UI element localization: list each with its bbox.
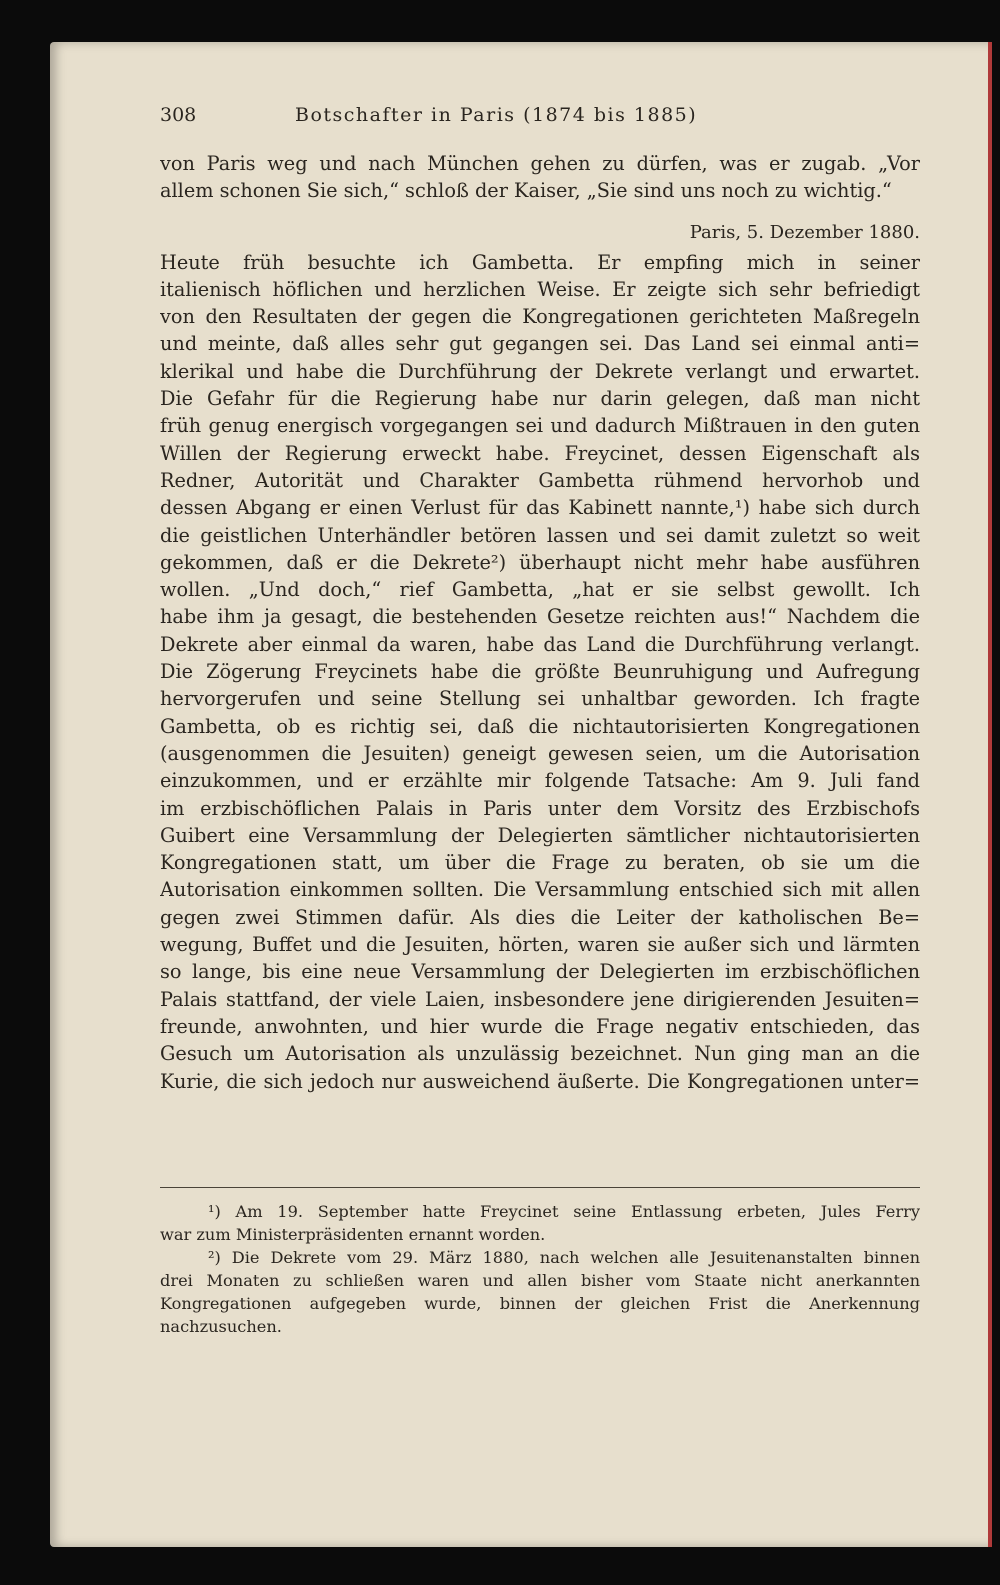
text-line: Palais stattfand, der viele Laien, insbesondere jene dirigierenden Jesuiten= xyxy=(160,987,920,1011)
footnote xyxy=(160,1246,920,1338)
text-line: Gesuch um Autorisation als unzulässig bezeichnet. Nun ging man an die xyxy=(160,1042,920,1066)
running-title: Botschafter in Paris (1874 bis 1885) xyxy=(295,104,698,126)
text-line: Autorisation einkommen sollten. Die Versammlung entschied sich mit allen xyxy=(160,878,920,902)
body-text xyxy=(160,150,920,1095)
text-line: und meinte, daß alles sehr gut gegangen sei. Das Land sei einmal anti= xyxy=(160,332,920,356)
text-line: Kongregationen statt, um über die Frage zu beraten, ob sie um die xyxy=(160,851,920,875)
text-line: einzukommen, und er erzählte mir folgende Tatsache: Am 9. Juli fand xyxy=(160,769,920,793)
footnote-line: ²) Die Dekrete vom 29. März 1880, nach welchen alle Jesuitenanstalten binnen xyxy=(208,1248,920,1267)
footnote-line: drei Monaten zu schließen waren und allen bisher vom Staate nicht anerkannten xyxy=(160,1271,920,1290)
text-line: habe ihm ja gesagt, die bestehenden Gesetze reichten aus!“ Nachdem die xyxy=(160,605,920,629)
footnote-line: war zum Ministerpräsidenten ernannt worden. xyxy=(160,1225,546,1244)
text-line: hervorgerufen und seine Stellung sei unhaltbar geworden. Ich fragte xyxy=(160,687,920,711)
text-line: von den Resultaten der gegen die Kongregationen gerichteten Maßregeln xyxy=(160,305,920,329)
page-number: 308 xyxy=(160,104,197,126)
text-line: wegung, Buffet und die Jesuiten, hörten, waren sie außer sich und lärmten xyxy=(160,933,920,957)
text-line: Redner, Autorität und Charakter Gambetta rühmend hervorhob und xyxy=(160,468,920,492)
text-line: Willen der Regierung erweckt habe. Freycinet, dessen Eigenschaft als xyxy=(160,441,920,465)
text-line: von Paris weg und nach München gehen zu dürfen, was er zugab. „Vor xyxy=(160,152,920,175)
text-line: Gambetta, ob es richtig sei, daß die nichtautorisierten Kongregationen xyxy=(160,714,920,738)
text-line: Die Gefahr für die Regierung habe nur darin gelegen, daß man nicht xyxy=(160,387,920,411)
dateline: Paris, 5. Dezember 1880. xyxy=(689,221,920,243)
footnote-line: ¹) Am 19. September hatte Freycinet seine Entlassung erbeten, Jules Ferry xyxy=(208,1202,920,1221)
text-line: dessen Abgang er einen Verlust für das Kabinett nannte,¹) habe sich durch xyxy=(160,496,920,520)
text-line: Guibert eine Versammlung der Delegierten sämtlicher nichtautorisierten xyxy=(160,823,920,847)
text-line: freunde, anwohnten, und hier wurde die Frage negativ entschieden, das xyxy=(160,1014,920,1038)
text-line: klerikal und habe die Durchführung der Dekrete verlangt und erwartet. xyxy=(160,359,920,383)
text-line: (ausgenommen die Jesuiten) geneigt gewesen seien, um die Autorisation xyxy=(160,741,920,765)
text-line: gekommen, daß er die Dekrete²) überhaupt nicht mehr habe ausführen xyxy=(160,550,920,574)
text-line: früh genug energisch vorgegangen sei und dadurch Mißtrauen in den guten xyxy=(160,414,920,438)
text-line: Dekrete aber einmal da waren, habe das Land die Durchführung verlangt. xyxy=(160,632,920,656)
text-line: im erzbischöflichen Palais in Paris unter dem Vorsitz des Erzbischofs xyxy=(160,796,920,820)
text-line: allem schonen Sie sich,“ schloß der Kaiser, „Sie sind uns noch zu wichtig.“ xyxy=(160,179,892,203)
text-line: wollen. „Und doch,“ rief Gambetta, „hat er sie selbst gewollt. Ich xyxy=(160,578,920,602)
text-line: Die Zögerung Freycinets habe die größte Beunruhigung und Aufregung xyxy=(160,660,920,684)
footnote-line: nachzusuchen. xyxy=(160,1317,282,1336)
footnote xyxy=(160,1200,920,1246)
text-line: gegen zwei Stimmen dafür. Als dies die Leiter der katholischen Be= xyxy=(160,905,920,929)
text-line: italienisch höflichen und herzlichen Weise. Er zeigte sich sehr befriedigt xyxy=(160,277,920,301)
text-line: Heute früh besuchte ich Gambetta. Er empfing mich in seiner xyxy=(160,250,920,274)
footnote-line: Kongregationen aufgegeben wurde, binnen der gleichen Frist die Anerkennung xyxy=(160,1294,920,1313)
text-line: Kurie, die sich jedoch nur ausweichend äußerte. Die Kongregationen unter= xyxy=(160,1069,920,1093)
text-line: die geistlichen Unterhändler betören lassen und sei damit zuletzt so weit xyxy=(160,523,920,547)
text-line: so lange, bis eine neue Versammlung der Delegierten im erzbischöflichen xyxy=(160,960,920,984)
footnotes xyxy=(160,1200,920,1338)
paragraph xyxy=(160,249,920,1095)
footnote-divider xyxy=(160,1187,920,1188)
